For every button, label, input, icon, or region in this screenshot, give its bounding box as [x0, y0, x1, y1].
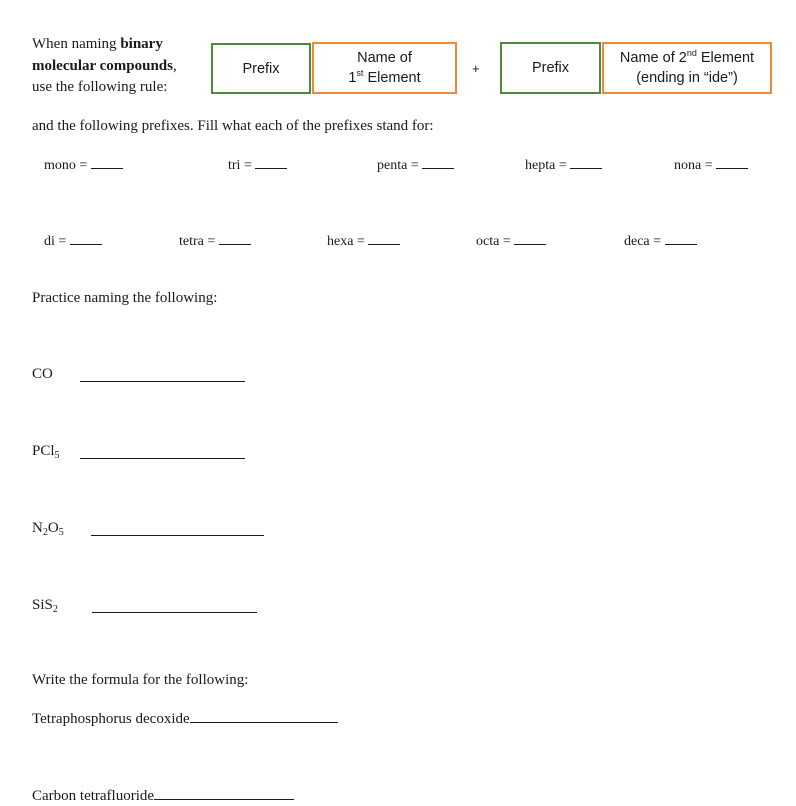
blank-line[interactable] [91, 156, 123, 169]
second-element-line-2: (ending in “ide”) [636, 70, 738, 86]
answer-line-formula-1[interactable] [190, 710, 338, 723]
practice-pcl5: PCl$_5$ [32, 443, 60, 461]
prefix-tri: tri = [228, 156, 287, 174]
first-element-line-2: 1st Element [348, 68, 421, 86]
blank-line[interactable] [570, 156, 602, 169]
first-element-box [312, 42, 457, 94]
intro-line-1: When naming binary [32, 36, 163, 52]
practice-heading: Practice naming the following: [32, 290, 218, 306]
blank-line[interactable] [368, 232, 400, 245]
formula-heading: Write the formula for the following: [32, 672, 249, 688]
prefix-box-2-label: Prefix [531, 60, 570, 76]
prefix-deca: deca = [624, 232, 697, 250]
prefix-octa: octa = [476, 232, 546, 250]
answer-line-co[interactable] [80, 369, 245, 382]
blank-line[interactable] [255, 156, 287, 169]
blank-line[interactable] [665, 232, 697, 245]
practice-sis2: SiS$_2$ [32, 597, 58, 615]
answer-line-n2o5[interactable] [91, 523, 264, 536]
answer-line-sis2[interactable] [92, 600, 257, 613]
rule-intro [32, 34, 177, 99]
practice-n2o5: $N_2O_5$ [32, 520, 64, 538]
plus-sign: + [472, 61, 480, 76]
prefix-nona: nona = [674, 156, 748, 174]
blank-line[interactable] [716, 156, 748, 169]
second-element-box [602, 42, 772, 94]
answer-line-formula-2[interactable] [154, 787, 294, 800]
answer-line-pcl5[interactable] [80, 446, 245, 459]
second-element-line-1: Name of 2nd Element [619, 48, 755, 66]
blank-line[interactable] [219, 232, 251, 245]
practice-co: CO [32, 366, 53, 382]
intro-line-2: molecular compounds, [32, 57, 177, 74]
prefix-penta: penta = [377, 156, 454, 174]
blank-line[interactable] [514, 232, 546, 245]
blank-line[interactable] [70, 232, 102, 245]
prefix-tetra: tetra = [179, 232, 251, 250]
first-element-line-1: Name of [357, 50, 412, 66]
prefix-instructions: and the following prefixes. Fill what each of the prefixes stand for: [32, 118, 434, 134]
prefix-mono: mono = [44, 156, 123, 174]
blank-line[interactable] [422, 156, 454, 169]
prefix-box-1-label: Prefix [242, 60, 280, 77]
formula-tetraphosphorus-decoxide: Tetraphosphorus decoxide [32, 710, 338, 728]
prefix-box-2 [500, 42, 601, 94]
prefix-di: di = [44, 232, 102, 250]
intro-line-3: use the following rule: [32, 79, 168, 95]
prefix-box-1 [211, 43, 311, 94]
prefix-hepta: hepta = [525, 156, 602, 174]
formula-carbon-tetrafluoride: Carbon tetrafluoride [32, 787, 294, 805]
prefix-hexa: hexa = [327, 232, 400, 250]
